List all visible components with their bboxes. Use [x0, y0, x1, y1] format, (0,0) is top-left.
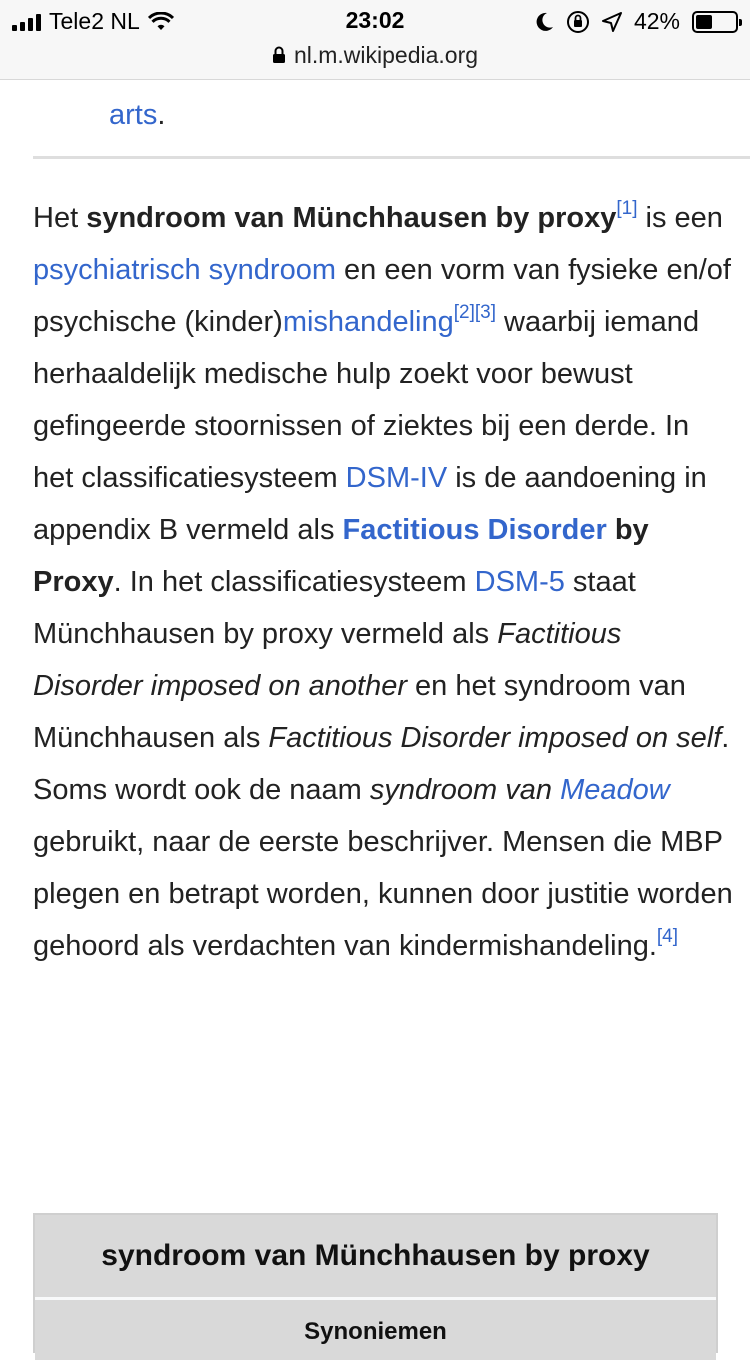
clock: 23:02: [345, 7, 405, 33]
italic-term: Factitious Disorder imposed on self: [268, 722, 722, 754]
text: en een vorm van fysieke en/of psychische (kinder): [33, 254, 731, 338]
dsm-iv-link[interactable]: DSM-IV: [345, 462, 448, 494]
mishandeling-link[interactable]: mishandeling: [282, 306, 454, 338]
period: .: [157, 99, 166, 131]
reference-4-link[interactable]: [4]: [656, 926, 679, 947]
text: . Soms wordt ook de naam: [33, 722, 730, 806]
reference-3-link[interactable]: [3]: [474, 302, 496, 323]
by-proxy-bold: by Proxy: [33, 514, 649, 598]
address-bar[interactable]: [0, 40, 750, 70]
text: is de aandoening in appendix B vermeld als: [33, 462, 707, 546]
text: waarbij iemand herhaaldelijk medische hulp zoekt voor bewust gefingeerde stoornissen of ziektes bij een derde. In het classificatiesysteem: [33, 306, 700, 494]
text: Het: [33, 202, 87, 234]
text: staat Münchhausen by proxy vermeld als: [33, 566, 636, 650]
intro-paragraph: [33, 192, 733, 972]
status-bar: [0, 0, 750, 42]
battery-icon: [692, 11, 738, 33]
italic-term: Factitious Disorder imposed on another: [33, 618, 622, 702]
lock-icon: [272, 46, 286, 64]
text: en het syndroom van Münchhausen als: [33, 670, 686, 754]
url-text: nl.m.wikipedia.org: [293, 41, 479, 68]
article-subject-bold: syndroom van Münchhausen by proxy: [86, 202, 617, 234]
reference-1-link[interactable]: [1]: [616, 198, 638, 219]
carrier-name: Tele2 NL: [49, 8, 140, 34]
arts-link[interactable]: arts: [109, 99, 158, 131]
previous-paragraph-end: [109, 95, 165, 135]
battery-percentage: 42%: [633, 8, 680, 34]
meadow-link[interactable]: Meadow: [560, 774, 670, 806]
factitious-disorder-link[interactable]: Factitious Disorder: [342, 514, 607, 546]
text: syndroom van: [369, 774, 561, 806]
infobox-synonyms-header: Synoniemen: [35, 1300, 716, 1360]
infobox-title: syndroom van Münchhausen by proxy: [35, 1215, 716, 1297]
infobox: [33, 1213, 718, 1353]
rotation-lock-icon: [566, 10, 590, 34]
status-right: [536, 8, 738, 35]
section-divider: [33, 156, 750, 159]
text: gebruikt, naar de eerste beschrijver. Mensen die MBP plegen en betrapt worden, kunnen door justitie worden gehoord als verdachten van kindermishandeling.: [33, 826, 733, 962]
browser-chrome: [0, 0, 750, 80]
text: is een: [637, 202, 723, 234]
psychiatrisch-syndroom-link[interactable]: psychiatrisch syndroom: [33, 254, 336, 286]
do-not-disturb-moon-icon: [536, 12, 554, 32]
reference-2-link[interactable]: [2]: [453, 302, 475, 323]
location-arrow-icon: [602, 12, 622, 32]
dsm-5-link[interactable]: DSM-5: [474, 566, 565, 598]
italic-term: [370, 774, 670, 806]
battery-level: [696, 15, 712, 29]
text: . In het classificatiesysteem: [113, 566, 475, 598]
